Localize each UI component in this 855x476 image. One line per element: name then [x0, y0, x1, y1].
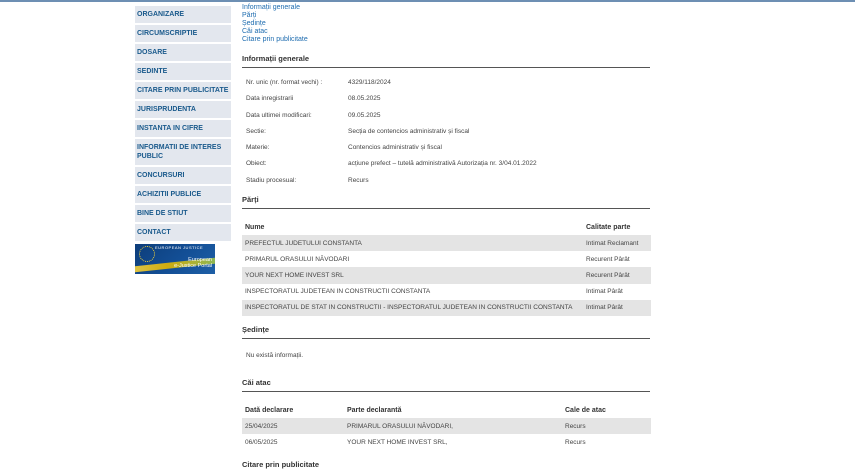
- info-row: [242, 108, 652, 124]
- column-header-data-declarare: Dată declarare: [245, 406, 294, 414]
- column-header-nume: Nume: [245, 223, 265, 231]
- appeal-party: PRIMARUL ORASULUI NĂVODARI,: [344, 418, 562, 434]
- banner-brand-line1: European: [188, 257, 212, 263]
- sidebar-item-achizitii-publice[interactable]: ACHIZITII PUBLICE: [135, 186, 231, 203]
- column-header-cale-de-atac: Cale de atac: [565, 406, 606, 414]
- link-sedinte[interactable]: Ședințe: [242, 20, 266, 27]
- link-cai-atac[interactable]: Căi atac: [242, 28, 268, 35]
- general-info-list: [242, 75, 652, 189]
- appeal-party: YOUR NEXT HOME INVEST SRL,: [347, 438, 448, 446]
- info-value: 08.05.2025: [348, 95, 381, 103]
- sidebar-item-jurisprudenta[interactable]: JURISPRUDENTA: [135, 101, 231, 118]
- party-role: Recurent Pârât: [583, 267, 651, 283]
- eu-stars-icon: [139, 246, 155, 262]
- sidebar-item-circumscriptie[interactable]: CIRCUMSCRIPTIE: [135, 25, 231, 42]
- party-name: INSPECTORATUL JUDETEAN IN CONSTRUCTII CONSTANTA: [245, 288, 431, 296]
- appeal-date: 25/04/2025: [242, 418, 344, 434]
- sidebar-nav: [135, 6, 231, 274]
- section-title-informatii-generale: Informații generale: [242, 54, 650, 68]
- top-border: [0, 0, 855, 2]
- party-name: PRIMARUL ORASULUI NĂVODARI: [245, 255, 350, 263]
- sidebar-item-organizare[interactable]: ORGANIZARE: [135, 6, 231, 23]
- section-title-sedinte: Ședințe: [242, 325, 650, 339]
- cai-atac-table: [242, 402, 651, 450]
- table-row: [242, 434, 651, 450]
- link-parti[interactable]: Părți: [242, 12, 257, 19]
- sedinte-empty-message: Nu există informații.: [246, 352, 304, 360]
- link-informatii-generale[interactable]: Informații generale: [242, 4, 300, 11]
- section-title-citare-prin-publicitate: Citare prin publicitate: [242, 460, 320, 470]
- info-row: [242, 140, 652, 156]
- appeal-date: 06/05/2025: [245, 438, 278, 446]
- info-label: Sectie:: [246, 127, 266, 135]
- info-row: [242, 173, 652, 189]
- banner-small-text: EUROPEAN JUSTICE: [155, 245, 204, 250]
- party-role: Intimat Pârât: [583, 300, 651, 316]
- info-value: Recurs: [348, 176, 369, 184]
- sidebar-item-bine-de-stiut[interactable]: BINE DE STIUT: [135, 205, 231, 222]
- appeal-type: Recurs: [565, 438, 586, 446]
- sidebar-item-contact[interactable]: CONTACT: [135, 224, 231, 241]
- sidebar-item-dosare[interactable]: DOSARE: [135, 44, 231, 61]
- sidebar-item-sedinte[interactable]: SEDINTE: [135, 63, 231, 80]
- info-label: Data inregistrarii: [246, 95, 294, 103]
- info-row: [242, 75, 652, 91]
- info-row: [242, 91, 652, 107]
- party-name: YOUR NEXT HOME INVEST SRL: [242, 267, 583, 283]
- party-role: Intimat Pârât: [586, 288, 623, 296]
- info-value: Contencios administrativ și fiscal: [348, 144, 442, 152]
- table-row: [242, 284, 651, 300]
- main-content: [242, 4, 652, 473]
- info-value: acțiune prefect – tutelă administrativă Autorizația nr. 3/04.01.2022: [348, 160, 537, 168]
- party-name: INSPECTORATUL DE STAT IN CONSTRUCTII - INSPECTORATUL JUDETEAN IN CONSTRUCTII CONSTANTA: [242, 300, 583, 316]
- info-label: Materie:: [246, 144, 270, 152]
- column-header-calitate-parte: Calitate parte: [586, 223, 631, 231]
- table-row: [242, 251, 651, 267]
- party-role: Recurent Pârât: [586, 255, 630, 263]
- info-value: Secția de contencios administrativ și fiscal: [348, 127, 470, 135]
- info-row: [242, 156, 652, 172]
- e-justice-portal-banner[interactable]: [135, 244, 215, 274]
- anchor-links: [242, 4, 652, 44]
- column-header-parte-declaranta: Parte declarantă: [347, 406, 402, 414]
- parti-table: [242, 219, 651, 316]
- table-header-row: [242, 402, 651, 418]
- banner-brand-line2: e-Justice Portal: [174, 263, 212, 269]
- sidebar-item-informatii-de-interes-public[interactable]: INFORMATII DE INTERES PUBLIC: [135, 139, 231, 165]
- appeal-type: Recurs: [562, 418, 651, 434]
- info-label: Data ultimei modificari:: [246, 111, 312, 119]
- table-header-row: [242, 219, 651, 235]
- info-row: [242, 124, 652, 140]
- party-name: PREFECTUL JUDETULUI CONSTANTA: [242, 235, 583, 251]
- info-value: 4329/118/2024: [348, 79, 391, 86]
- table-row: [242, 267, 651, 283]
- section-title-parti: Părți: [242, 195, 650, 209]
- table-row: [242, 300, 651, 316]
- sidebar-item-citare-prin-publicitate[interactable]: CITARE PRIN PUBLICITATE: [135, 82, 231, 99]
- table-row: [242, 235, 651, 251]
- info-label: Obiect:: [246, 160, 267, 168]
- sidebar-item-instanta-in-cifre[interactable]: INSTANTA IN CIFRE: [135, 120, 231, 137]
- banner-brand-text: [174, 257, 212, 269]
- section-title-cai-atac: Căi atac: [242, 378, 650, 392]
- info-value: 09.05.2025: [348, 111, 381, 119]
- table-row: [242, 418, 651, 434]
- sidebar-item-concursuri[interactable]: CONCURSURI: [135, 167, 231, 184]
- link-citare-prin-publicitate[interactable]: Citare prin publicitate: [242, 36, 308, 43]
- party-role: Intimat Reclamant: [583, 235, 651, 251]
- info-label: Nr. unic (nr. format vechi) :: [246, 79, 323, 86]
- info-label: Stadiu procesual:: [246, 176, 297, 184]
